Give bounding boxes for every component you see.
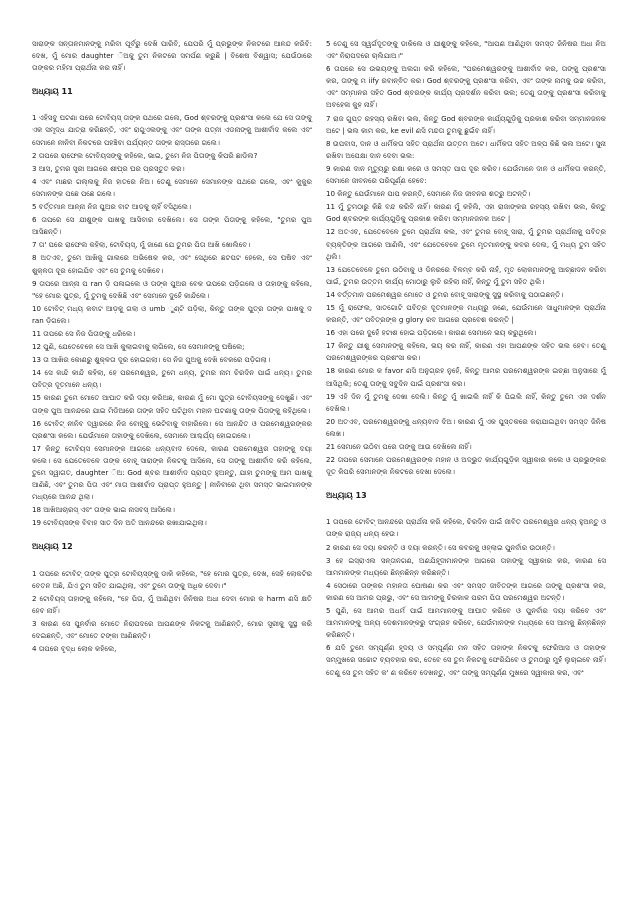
verse: 17 କିନ୍ତୁ ଯୀଶୁ ସେମାନଙ୍କୁ କହିଲେ, ଭୟ କର ନାହିଁ, କାରଣ ଏହା ଆପଣଙ୍କ ସହିତ ଭଲ ହେବ। ତେଣୁ ପରମେଶ୍ୱରଙ୍କର ପ୍ରଶଂସା କର। xyxy=(326,341,606,363)
verse: 17 କିନ୍ତୁ ଟୋବିୟସ ସେମାନଙ୍କ ଆଗରେ ଧନ୍ୟବାଦ ଦେଲେ, କାରଣ ପରମେଶ୍ୱର ତାହାଙ୍କୁ ଦୟା କଲେ। ସେ ଯେତେବେଳେ ତାଙ୍କ ବୋହୂ ସାରାଙ୍କ ନିକଟକୁ ଆସିଲେ, ସେ ତାଙ୍କୁ ଆଶୀର୍ବାଦ କରି କହିଲେ, ତୁମେ ସ୍ୱାଗତ, daughter ିଅ: God ଶ୍ବର ଆଶୀର୍ବାଦ ପ୍ରାପ୍ତ ହୁଅନ୍ତୁ, ଯାହା ତୁମଙ୍କୁ ଆମ ପାଖକୁ ଆଣିଛି, ଏବଂ ତୁମର ପିତା ଏବଂ ମାତା ଆଶୀର୍ବାଦ ପ୍ରାପ୍ତ ହୁଅନ୍ତୁ | ନୀନିବୀରେ ଥିବା ସମସ୍ତ ଭାଇମାନଙ୍କ ମଧ୍ୟରେ ଆନନ୍ଦ ଥିଲା। xyxy=(32,443,312,502)
verse: 1 ତାପରେ ଟୋବିଟ୍ ଆନନ୍ଦରେ ପ୍ରାର୍ଥନା କରି କହିଲେ, ଚିରଦିନ ପାଇଁ ଜୀବିତ ପରମେଶ୍ୱର ଧନ୍ୟ ହୁଅନ୍ତୁ ଓ ତାଙ୍କ ରାଜ୍ୟ ଧନ୍ୟ ହେଉ। xyxy=(326,517,606,539)
verse: 16 ଏହା ପରେ ଦୁହେଁ ହଟାଶ ହୋଇ ପଡ଼ିଗଲେ। କାରଣ ସେମାନେ ଭୟ କରୁଥିଲେ। xyxy=(326,328,537,338)
chapter-12-verses xyxy=(32,568,312,656)
verse: 14 ବର୍ତ୍ତମାନ ପରମେଶ୍ୱର ମୋତେ ଓ ତୁମର ବୋହୂ ସାରାଙ୍କୁ ସୁସ୍ଥ କରିବାକୁ ପଠାଇଛନ୍ତି। xyxy=(326,289,564,299)
chapter-12-heading: ଅଧ୍ୟାୟ 12 xyxy=(32,542,73,552)
verse: 6 ତାପରେ ସେ ଯୀଶୁଙ୍କ ପାଖକୁ ଆସିବାର ଦେଖିଲେ। ସେ ତାଙ୍କ ପିତାଙ୍କୁ କହିଲେ, "ତୁମର ପୁଅ ଆସିଛନ୍ତି। xyxy=(32,215,312,237)
verse: 14 ସେ କାନ୍ଦି କାନ୍ଦି କହିଲା, ହେ ପରମେଶ୍ୱର, ତୁମେ ଧନ୍ୟ, ତୁମର ନାମ ଚିରଦିନ ପାଇଁ ଧନ୍ୟ। ତୁମର ପବିତ୍ର ଦୂତମାନେ ଧନ୍ୟ। xyxy=(32,368,312,390)
verse: 1 ଏହିସବୁ ଘଟଣା ପରେ ଟୋବିୟସ୍ ତାଙ୍କ ପଥରେ ଗଲେ, God ଶ୍ବରଙ୍କୁ ପ୍ରଶଂସା କଲେ ଯେ ସେ ତାଙ୍କୁ ଏକ ସମୃଦ୍ଧ ଯାତ୍ରା କରିଛନ୍ତି, ଏବଂ ରାଗୁଏଲଙ୍କୁ ଏବଂ ତାଙ୍କ ପତ୍ନୀ ଏଡନାଙ୍କୁ ଆଶୀର୍ବାଦ କଲେ ଏବଂ ସେମାନେ ନୀନିବୀ ନିକଟରେ ପହଞ୍ଚିବା ପର୍ଯ୍ୟନ୍ତ ତାଙ୍କ ରାସ୍ତାରେ ଗଲେ। xyxy=(32,113,312,147)
verse: 12 ଅତଏବ, ଯେତେବେଳେ ତୁମେ ପ୍ରାର୍ଥନା କଲ, ଏବଂ ତୁମର ବୋହୂ ସାରା, ମୁଁ ତୁମର ପ୍ରାର୍ଥନାକୁ ପବିତ୍ର ବ୍ୟକ୍ତିଙ୍କ ଆଗରେ ଆଣିଲି, ଏବଂ ଯେତେବେଳେ ତୁମେ ମୃତମାନଙ୍କୁ କବର ଦେଲ, ମୁଁ ମଧ୍ୟ ତୁମ ସହିତ ଥିଲି। xyxy=(326,227,606,261)
chapter-11-heading: ଅଧ୍ୟାୟ 11 xyxy=(32,87,73,97)
verse: 2 ତାପରେ ରାଫେଲ ଟୋବିୟସଙ୍କୁ କହିଲେ, ଭାଇ, ତୁମେ ନିଜ ପିତାଙ୍କୁ କିପରି ଛାଡିଲ? xyxy=(32,150,258,160)
verse: 22 ତାପରେ ସେମାନେ ପରମେଶ୍ୱରଙ୍କ ମହାନ ଓ ଅଦ୍ଭୁତ କାର୍ଯ୍ୟଗୁଡ଼ିକ ସ୍ୱୀକାର କଲେ ଓ ପ୍ରଭୁଙ୍କର ଦୂତ କିପରି ସେମାନଙ୍କ ନିକଟରେ ଦେଖା ଦେଲେ। xyxy=(326,455,606,477)
chapter-11-verses xyxy=(32,112,312,529)
verse: 2 ଟୋବିୟସ୍ ତାହାଙ୍କୁ କହିଲେ, "ହେ ପିତା, ମୁଁ ଆଣିଥିବା ଜିନିଷର ଅଧା ଦେବା ମୋର କ harm ଣସି କ୍ଷତି ହେବ ନାହିଁ। xyxy=(32,593,312,615)
verse: 4 ତାପରେ ବୃଦ୍ଧ ଲୋକ କହିଲେ, xyxy=(32,644,117,654)
verse: 5 ବର୍ତ୍ତମାନ ଆନ୍ନା ନିଜ ପୁଅର ବାଟ ଆଡ଼କୁ ଚାହିଁ ବସିଥିଲେ। xyxy=(32,202,192,212)
verse: 2 କାରଣ ସେ ଦୟା କରନ୍ତି ଓ ଦୟା କରନ୍ତି। ସେ କବରକୁ ଓହ୍ଲାଇ ପୁନର୍ବାର ଉଠାନ୍ତି। xyxy=(326,542,555,552)
verse: 12 ପୁଣି, ଯେତେବେଳେ ସେ ଆଖି କୁଲାଇବାକୁ ଲାଗିଲେ, ସେ ସେମାନଙ୍କୁ ଘଷିଲେ; xyxy=(32,342,245,352)
verse: 20 ଅତଏବ, ପରମେଶ୍ୱରଙ୍କୁ ଧନ୍ୟବାଦ ଦିଅ। କାରଣ ମୁଁ ଏକ ପୁସ୍ତକରେ କରାଯାଇଥିବା ସମସ୍ତ ଜିନିଷ ଲେଖ। xyxy=(326,416,606,438)
chapter-12-verses-continued xyxy=(326,38,606,478)
verse: 11 ତାପରେ ସେ ନିଜ ପିତାଙ୍କୁ ଧରିଲେ। xyxy=(32,328,136,338)
verse: 6 ତାପରେ ସେ ଉଭୟଙ୍କୁ ଅଲଗା କରି କହିଲେ, "ପରମେଶ୍ୱରଙ୍କୁ ଆଶୀର୍ବାଦ କର, ତାଙ୍କୁ ପ୍ରଶଂସା କର, ତାଙ୍କୁ ମ iify ରବାନ୍ଵିତ କର। God ଶ୍ବରଙ୍କୁ ପ୍ରଶଂସା କରିବା, ଏବଂ ତାଙ୍କ ନାମକୁ ଉଚ୍ଚ କରିବା, ଏବଂ ସମ୍ମାନର ସହିତ God ଶ୍ବରଙ୍କ କାର୍ଯ୍ୟ ପ୍ରଦର୍ଶନ କରିବା ଭଲ; ତେଣୁ ତାଙ୍କୁ ପ୍ରଶଂସା କରିବାକୁ ଅବହେଳା କୁହ ନାହିଁ। xyxy=(326,64,606,110)
verse: 7 ରାଜ ଗୁପ୍ତ ରହସ୍ୟ ରଖିବା ଭଲ, କିନ୍ତୁ God ଶ୍ବରଙ୍କ କାର୍ଯ୍ୟଗୁଡ଼ିକୁ ପ୍ରକାଶ କରିବା ସମ୍ମାନଜନକ ଅଟେ | ଭଲ କାମ କର, ke evil ଣସି ମନ୍ଦତା ତୁମକୁ ଛୁଇଁବ ନାହିଁ। xyxy=(326,113,606,135)
intro-paragraph: ସାରାଙ୍କ ସନ୍ତାନମାନଙ୍କୁ ମରିବା ପୂର୍ବରୁ ଦେଖି ପାରିବି, ଯେପରି ମୁଁ ପ୍ରଭୁଙ୍କ ନିକଟରେ ଆନନ୍ଦ କରିବି: ଦେଖ, ମୁଁ ମୋର daughter ିଅକୁ ତୁମ ନିକଟରେ ସମର୍ପଣ କରୁଛି | ବିଶେଷ ବିଶ୍ୱାସ; ଯେଉଁଠାରେ ତାଙ୍କର ମହିମା ପ୍ରାର୍ଥନା କର ନାହିଁ। xyxy=(32,39,312,73)
verse: 10 ଟୋବିଟ୍ ମଧ୍ୟ କବାଟ ଆଡ଼କୁ ଗଲା ଓ umb ୁଣ୍ଟି ପଡ଼ିଲା, କିନ୍ତୁ ତାଙ୍କ ପୁତ୍ର ତାଙ୍କ ପାଖକୁ ଦ ran ଡ଼ିଗଲେ। xyxy=(32,303,312,325)
verse: 3 ହେ ଇସ୍ରାଏଲ ସନ୍ତାନଗଣ, ଅଣଯିହୂଦୀମାନଙ୍କ ଆଗରେ ତାହାଙ୍କୁ ସ୍ୱୀକାର କର, କାରଣ ସେ ଆମମାନଙ୍କ ମଧ୍ୟରେ ଛିନ୍ନଛିନ୍ନ କରିଛନ୍ତି। xyxy=(326,555,606,577)
verse: 3 କାରଣ ସେ ପୁନର୍ବାର ମୋତେ ନିରାପଦରେ ଆପଣଙ୍କ ନିକଟକୁ ଆଣିଛନ୍ତି, ମୋର ସ୍ତ୍ରୀକୁ ସୁସ୍ଥ କରି ଦେଇଛନ୍ତି, ଏବଂ ମୋତେ ଟଙ୍କା ଆଣିଛନ୍ତି। xyxy=(32,618,312,641)
verse: 9 କାରଣ ଦାନ ମୃତ୍ୟୁରୁ ରକ୍ଷା କରେ ଓ ସମସ୍ତ ପାପ ଦୂର କରିବ। ଯେଉଁମାନେ ଦାନ ଓ ଧାର୍ମିକତା କରନ୍ତି, ସେମାନେ ଜୀବନରେ ପରିପୂର୍ଣ୍ଣ ହେବେ: xyxy=(326,163,606,186)
verse: 13 ତା ଆଖିର କୋଣରୁ ଶୁକ୍ଳତା ଦୂର ହୋଇଗଲା। ସେ ନିଜ ପୁଅକୁ ଦେଖି ବେକରେ ପଡ଼ିଗଲା। xyxy=(32,355,271,365)
verse: 13 ଯେତେବେଳେ ତୁମେ ଉଠିବାକୁ ଓ ଡିନରରେ ବିଳମ୍ବ କରି ନାହଁ, ମୃତ ଲୋକମାନଙ୍କୁ ଆଚ୍ଛାଦନ କରିବା ପାଇଁ, ତୁମର ଉତ୍ତମ କାର୍ଯ୍ୟ ମୋଠାରୁ ଲୁଚି ରହିଲା ନାହିଁ, କିନ୍ତୁ ମୁଁ ତୁମ ସହିତ ଥିଲି। xyxy=(326,264,606,286)
verse: 18 ଆଖିଆଚାରସ୍ ଏବଂ ତାଙ୍କ ଭାଇ ନାସବସ୍ ଆସିଲେ। xyxy=(32,505,175,515)
verse: 3 ଆସ, ତୁମର ସ୍ତ୍ରୀ ଆଗରେ ଶୀଘ୍ର ଘର ପ୍ରସ୍ତୁତ କର। xyxy=(32,163,185,173)
verse: 6 ଯଦି ତୁମେ ସମ୍ପୂର୍ଣ୍ଣ ହୃଦୟ ଓ ସମ୍ପୂର୍ଣ୍ଣ ମନ ସହିତ ତାହାଙ୍କ ନିକଟକୁ ଫେରିଆସ ଓ ତାହାଙ୍କ ସମ୍ମୁଖରେ ସଚ୍ଚୋଟ ବ୍ୟବହାର କର, ତେବେ ସେ ତୁମ ନିକଟକୁ ଫେରିଯିବେ ଓ ତୁମଠାରୁ ମୁହଁ ଲୁଚାଇବେ ନାହିଁ। ତେଣୁ ସେ ତୁମ ସହିତ କ' ଣ କରିବେ ଦେଖନ୍ତୁ, ଏବଂ ତାଙ୍କୁ ସମ୍ପୂର୍ଣ୍ଣ ମୁଖରେ ସ୍ୱୀକାର କର, ଏବଂ xyxy=(326,643,606,677)
verse: 18 କାରଣ ମୋର କ favor ଣସି ଅନୁଗ୍ରହ ନୁହେଁ, କିନ୍ତୁ ଆମର ପରମେଶ୍ୱରଙ୍କ ଇଚ୍ଛା ଅନୁସାରେ ମୁଁ ଆସିଥିଲି; ତେଣୁ ତାଙ୍କୁ ସବୁଦିନ ପାଇଁ ପ୍ରଶଂସା କର। xyxy=(326,366,606,388)
verse: 19 ଟୋବିୟସଙ୍କ ବିବାହ ସାତ ଦିନ ଅତି ଆନନ୍ଦରେ ରଖାଯାଇଥିଲା। xyxy=(32,518,207,528)
verse: 7 ତା' ପରେ ରାଫେଲ କହିଲା, ଟୋବିୟସ୍, ମୁଁ ଜାଣେ ଯେ ତୁମର ପିତା ଆଖି ଖୋଲିବେ। xyxy=(32,240,251,250)
verse: 4 ଏବଂ ମାଛର ଗଲ୍ଲକୁ ନିଜ ହାତରେ ନିଅ। ତେଣୁ ସେମାନେ ସେମାନଙ୍କ ପଥରେ ଗଲେ, ଏବଂ କୁକୁର ସେମାନଙ୍କ ପଛେ ପଛେ ଗଲେ। xyxy=(32,176,312,198)
right-column xyxy=(326,38,606,680)
verse: 4 ସେଠାରେ ତାଙ୍କର ମହାନତା ଘୋଷଣା କର ଏବଂ ସମସ୍ତ ଜୀବିତଙ୍କ ଆଗରେ ତାଙ୍କୁ ପ୍ରଶଂସା କର, କାରଣ ସେ ଆମର ପ୍ରଭୁ, ଏବଂ ସେ ଆମଙ୍କୁ ଚିରକାଳ ପରମ ପିତା ପରମେଶ୍ୱର ଅଟନ୍ତି। xyxy=(326,580,606,602)
verse: 19 ଏହି ଦିନ ମୁଁ ତୁମକୁ ଦେଖା ଦେଲି। କିନ୍ତୁ ମୁଁ ଖାଇଲି ନାହିଁ କି ପିଇଲି ନାହିଁ, କିନ୍ତୁ ତୁମେ ଏକ ଦର୍ଶନ ଦେଖିଲ। xyxy=(326,391,606,413)
chapter-13-heading: ଅଧ୍ୟାୟ 13 xyxy=(326,491,367,501)
verse: 11 ମୁଁ ତୁମଠାରୁ କିଛି ବନ୍ଦ କରିବି ନାହିଁ। କାରଣ ମୁଁ କହିଲି, ଏହା ରାଜାଙ୍କର ରହସ୍ୟ ରଖିବା ଭଲ, କିନ୍ତୁ God ଶ୍ବରଙ୍କ କାର୍ଯ୍ୟଗୁଡ଼ିକୁ ପ୍ରକାଶ କରିବା ସମ୍ମାନଜନକ ଅଟେ | xyxy=(326,202,606,224)
verse: 5 ପୁଣି, ସେ ଆମର ଅଧର୍ମ ପାଇଁ ଆମମାନଙ୍କୁ ଆଘାତ କରିବେ ଓ ପୁନର୍ବାର ଦୟା କରିବେ ଏବଂ ଆମମାନଙ୍କୁ ଅନ୍ୟ ଦେଶମାନଙ୍କରୁ ସଂଗ୍ରହ କରିବେ, ଯେଉଁମାନଙ୍କ ମଧ୍ୟରେ ସେ ଆମକୁ ଛିନ୍ନଛିନ୍ନ କରିଛନ୍ତି। xyxy=(326,606,606,640)
verse: 5 ତେଣୁ ସେ ସ୍ୱର୍ଗଦୂତଙ୍କୁ ଡାକିଲେ ଓ ଯୀଶୁଙ୍କୁ କହିଲେ, "ଆପଣ ଆଣିଥିବା ସମସ୍ତ ଜିନିଷର ଅଧା ନିଅ ଏବଂ ନିରାପଦରେ ଚାଲିଯାଅ।" xyxy=(326,39,606,61)
verse: 9 ତାପରେ ଆନ୍ନା ପ ran ଡ଼ି ପଳାଇଲେ ଓ ତାଙ୍କ ପୁଅର ବେକ ଉପରେ ପଡ଼ିଗଲେ ଓ ତାହାଙ୍କୁ କହିଲେ, "ହେ ମୋର ପୁତ୍ର, ମୁଁ ତୁମକୁ ଦେଖିଛି ଏବଂ ସେମାନେ ଦୁହେଁ କାନ୍ଦିଲେ। xyxy=(32,278,312,300)
left-column xyxy=(32,38,312,656)
verse: 21 ସେମାନେ ଉଠିବା ପରେ ତାଙ୍କୁ ଆଉ ଦେଖିଲେ ନାହିଁ। xyxy=(326,442,472,451)
verse: 16 ଟୋବିଟ୍ ନୀନିବ ଦ୍ୱାରରେ ନିଜ ବୋହୂକୁ ଭେଟିବାକୁ ବାହାରିଲେ। ସେ ଆନନ୍ଦିତ ଓ ପରମେଶ୍ୱରଙ୍କର ପ୍ରଶଂସା କଲେ। ଯେଉଁମାନେ ତାହାଙ୍କୁ ଦେଖିଲେ, ସେମାନେ ଆଶ୍ଚର୍ଯ୍ୟ ହୋଇଗଲେ। xyxy=(32,418,312,440)
verse: 8 ଅତଏବ, ତୁମେ ଆଖିକୁ ଗାଲରେ ଅଭିଷେକ କର, ଏବଂ ସେଥିରେ ଛଟପଟ ହେଲେ, ସେ ଘଷିବ ଏବଂ ଶୁକ୍ଳତା ଦୂର ହୋଇଯିବ ଏବଂ ସେ ତୁମକୁ ଦେଖିବେ। xyxy=(32,253,312,275)
verse: 1 ତାପରେ ଟୋବିଟ୍ ତାଙ୍କ ପୁତ୍ର ଟୋବିୟସ୍ଙ୍କୁ ଡାକି କହିଲେ, "ହେ ମୋର ପୁତ୍ର, ଦେଖ, ସେହି ଲୋକଟିର ବେତନ ଅଛି, ଯିଏ ତୁମ ସହିତ ଯାଇଥିଲା, ଏବଂ ତୁମେ ତାଙ୍କୁ ଅଧିକ ଦେବା।" xyxy=(32,568,312,590)
verse: 15 କାରଣ ତୁମେ ମୋତେ ଆଘାତ କରି ଦୟା କରିଅଛ, କାରଣ ମୁଁ ମୋ ପୁତ୍ର ଟୋବିୟସଙ୍କୁ ଦେଖୁଛି। ଏବଂ ତାଙ୍କ ପୁଅ ଆନନ୍ଦରେ ଯାଇ ମିଡିଆରେ ତାଙ୍କ ସହିତ ଘଟିଥିବା ମହାନ ଘଟଣାକୁ ତାଙ୍କ ପିତାଙ୍କୁ କହିଥିଲେ। xyxy=(32,393,312,415)
verse: 15 ମୁଁ ରାଫେଲ, ସାତଗୋଟି ପବିତ୍ର ଦୂତମାନଙ୍କ ମଧ୍ୟରୁ ଜଣେ, ଯେଉଁମାନେ ସାଧୁମାନଙ୍କ ପ୍ରାର୍ଥନା କରନ୍ତି, ଏବଂ ପବିତ୍ରଙ୍କ g glory ରବ ଆଗରେ ପ୍ରବେଶ କରନ୍ତି | xyxy=(326,302,606,325)
verse: 8 ଉପବାସ, ଦାନ ଓ ଧାର୍ମିକତା ସହିତ ପ୍ରାର୍ଥନା ଉତ୍ତମ ଅଟେ। ଧାର୍ମିକତା ସହିତ ଅଳ୍ପ କିଛି ଭଲ ଅଟେ। ସୁନା ରଖିବା ଅପେକ୍ଷା ଦାନ ଦେବା ଭଲ: xyxy=(326,138,606,160)
chapter-13-verses xyxy=(326,516,606,678)
verse: 10 କିନ୍ତୁ ଯେଉଁମାନେ ପାପ କରନ୍ତି, ସେମାନେ ନିଜ ଜୀବନର ଶତ୍ରୁ ଅଟନ୍ତି। xyxy=(326,189,531,199)
